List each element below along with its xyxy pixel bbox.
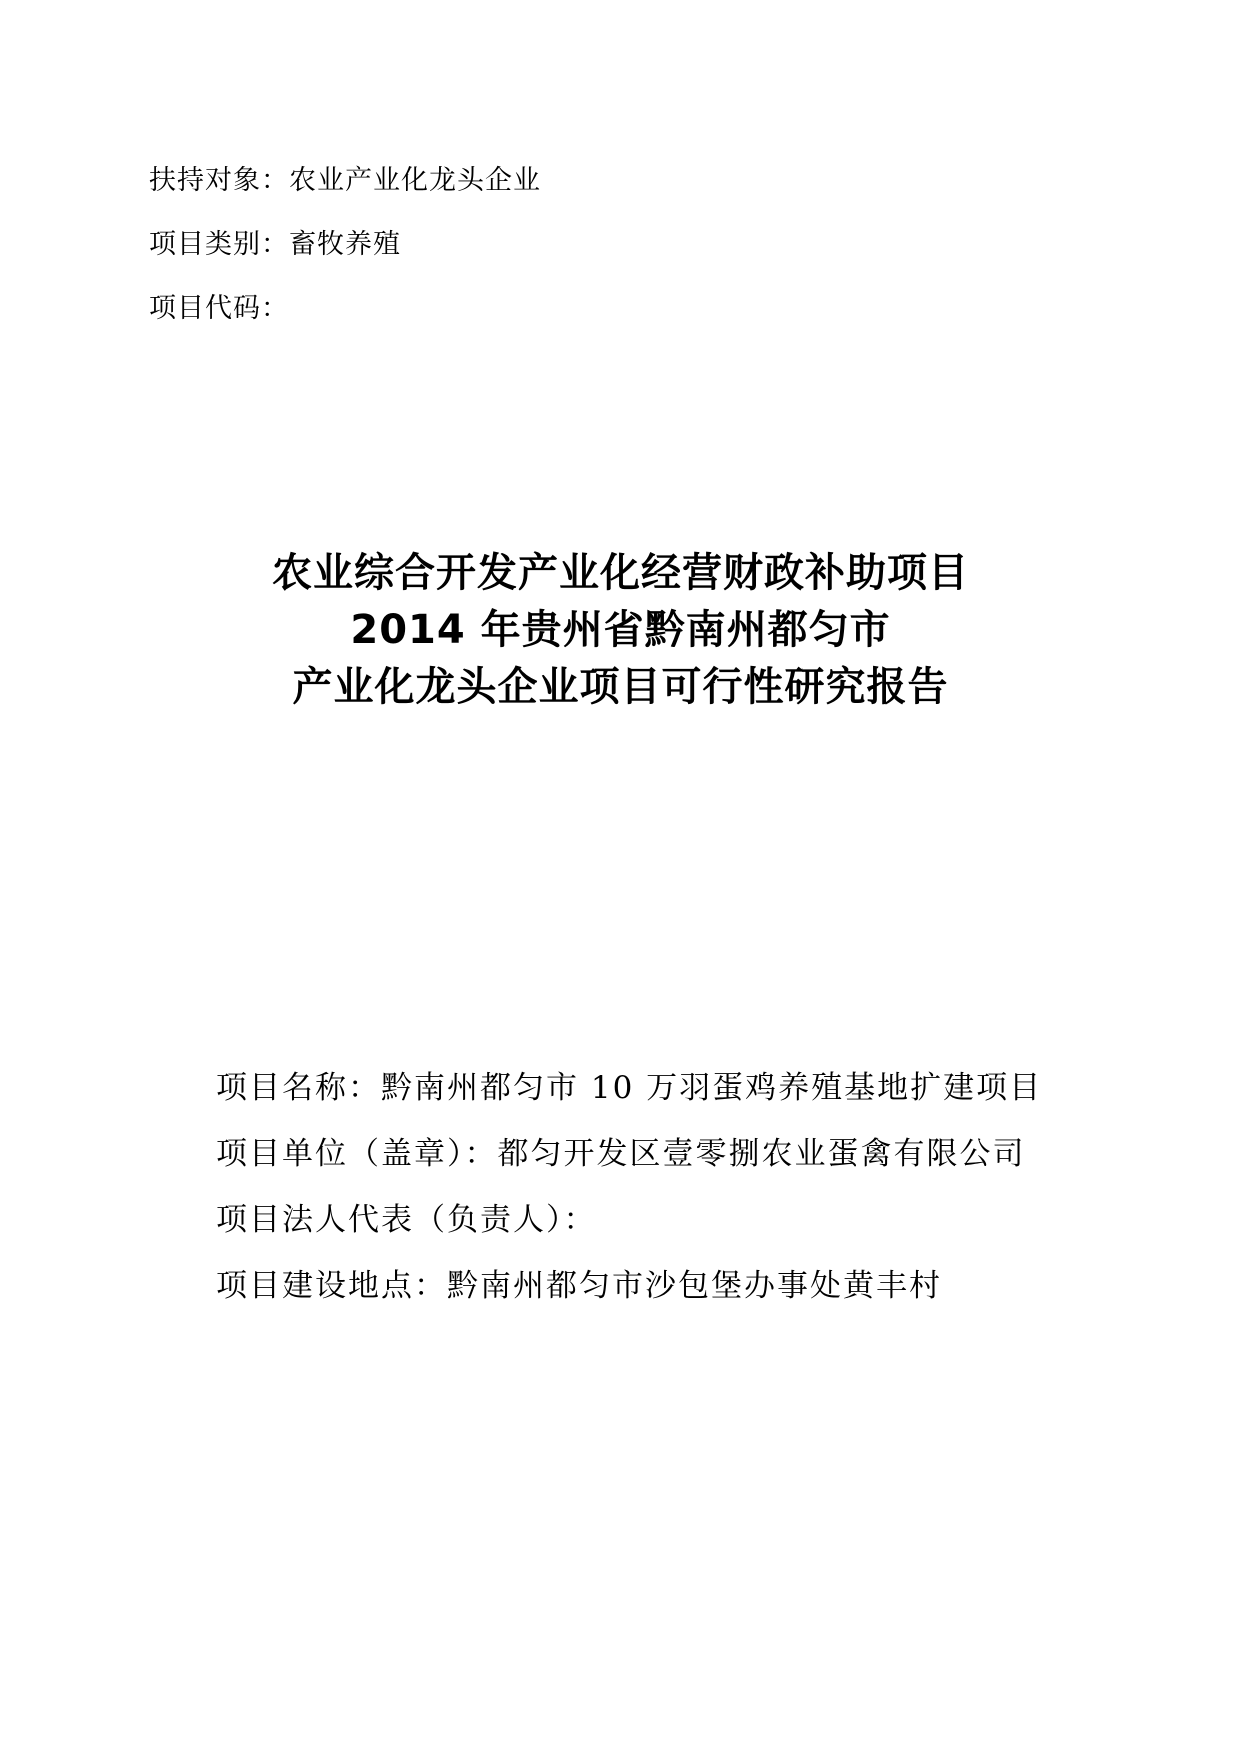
field-label: 项目代码： xyxy=(149,293,289,324)
legal-representative-field xyxy=(216,1201,597,1239)
construction-site-field xyxy=(216,1267,942,1305)
field-label: 项目单位（盖章）： xyxy=(216,1136,498,1172)
support-target-field xyxy=(149,164,541,198)
field-value: 都匀开发区壹零捌农业蛋禽有限公司 xyxy=(497,1136,1026,1172)
field-label: 项目名称： xyxy=(216,1070,381,1106)
field-label: 项目类别： xyxy=(149,229,289,260)
field-label: 扶持对象： xyxy=(149,165,289,196)
report-title xyxy=(0,545,1241,716)
field-label: 项目建设地点： xyxy=(216,1268,447,1304)
title-line-3: 产业化龙头企业项目可行性研究报告 xyxy=(292,664,949,710)
field-label: 项目法人代表（负责人）： xyxy=(216,1202,597,1238)
field-value: 农业产业化龙头企业 xyxy=(289,165,541,196)
field-value: 畜牧养殖 xyxy=(289,229,401,260)
project-category-field xyxy=(149,228,401,262)
field-value: 黔南州都匀市沙包堡办事处黄丰村 xyxy=(447,1268,942,1304)
project-unit-field xyxy=(216,1135,1026,1173)
title-line-2: 2014 年贵州省黔南州都匀市 xyxy=(350,607,891,653)
project-code-field xyxy=(149,292,289,326)
project-name-field xyxy=(216,1069,1042,1107)
field-value: 黔南州都匀市 10 万羽蛋鸡养殖基地扩建项目 xyxy=(381,1070,1043,1106)
title-line-1: 农业综合开发产业化经营财政补助项目 xyxy=(272,550,969,596)
